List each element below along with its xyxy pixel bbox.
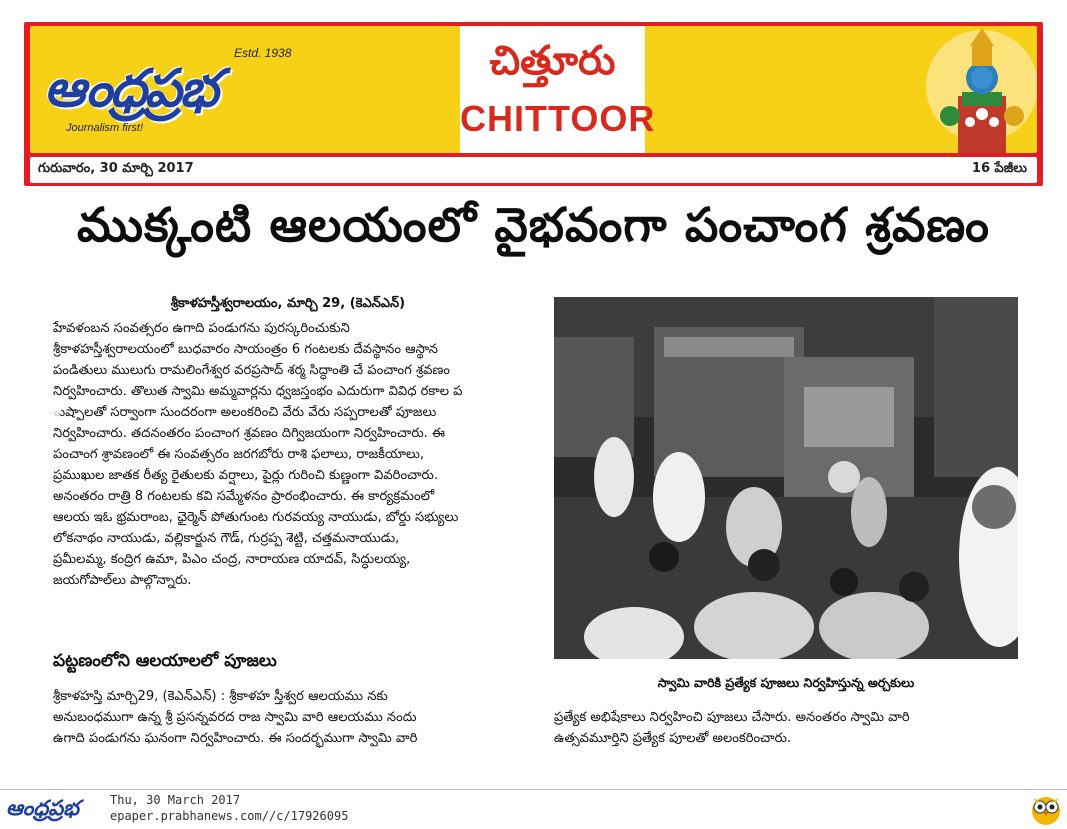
edition-name-english: CHITTOOR	[460, 98, 656, 139]
owl-icon[interactable]	[1030, 792, 1062, 826]
article-headline: ముక్కంటి ఆలయంలో వైభవంగా పంచాంగ శ్రవణం	[76, 198, 991, 253]
text-line: ఉగాది పండుగను ఘనంగా నిర్వహించారు. ఈ సందర్భముగా స్వామి వారి	[53, 731, 418, 746]
article-dateline: శ్రీకాళహస్తీశ్వరాలయం, మార్చి 29, (కెఎన్ఎన్)	[170, 296, 406, 311]
text-line: శ్రీకాళహస్తీశ్వరాలయంలో బుధవారం సాయంత్రం 6 గంటలకు దేవస్థానం ఆస్థాన	[53, 342, 438, 357]
edition-panel	[460, 26, 656, 153]
article-subheading: పట్టణంలోని ఆలయాలలో పూజలు	[53, 651, 277, 671]
issue-date: గురువారం, 30 మార్చి 2017	[38, 161, 194, 176]
text-line: నిర్వహించారు. తొలుత స్వామి అమ్మవార్లను ధ్వజస్తంభం ఎదురుగా వివిధ రకాల ప	[53, 384, 463, 399]
photo-caption: స్వామి వారికి ప్రత్యేక పూజలు నిర్వహిస్తున్న అర్చకులు	[657, 675, 915, 690]
article-paragraph	[53, 686, 523, 749]
tagline: Journalism first!	[66, 122, 144, 134]
text-line: శ్రీకాళహస్తి మార్చి29, (కెఎన్ఎన్) : శ్రీకాళహ స్తీశ్వర ఆలయము నకు	[53, 689, 388, 704]
established-year: Estd. 1938	[234, 46, 292, 60]
footer-url[interactable]: epaper.prabhanews.com//c/17926095	[110, 809, 349, 823]
logo-wordmark: ఆంధ్రప్రభ	[44, 58, 217, 119]
footer-date: Thu, 30 March 2017	[110, 793, 241, 807]
text-line: ప్రమీలమ్మ, కంద్రిగ ఉమా, పిఎం చంద్ర, నారాయణ యాదవ్, సిద్ధులయ్య,	[53, 552, 411, 567]
text-line: ఉత్సవమూర్తిని ప్రత్యేక పూలతో అలంకరించారు.	[554, 731, 792, 746]
text-line: ప్రత్యేక అభిషేకాలు నిర్వహించి పూజలు చేసారు. అనంతరం స్వామి వారి	[554, 710, 910, 725]
edition-name-telugu: చిత్తూరు	[489, 38, 616, 84]
deity-image	[922, 26, 1037, 153]
text-line: ుష్పాలతో సర్వాంగా సుందరంగా అలంకరించి వేరు వేరు సప్పరాలతో పూజలు	[53, 405, 437, 420]
newspaper-logo[interactable]	[44, 44, 314, 144]
text-line: లోకనాథం నాయుడు, వల్లికార్జున గౌడ్, గుర్రప్ప శెట్టి, చత్తమనాయుడు,	[53, 531, 400, 546]
article-paragraph	[554, 707, 1034, 749]
article-body-right	[554, 707, 1034, 749]
masthead-banner	[30, 26, 1037, 153]
text-line: పంచాంగ శ్రావణంలో ఈ సంవత్సరం జరగబోరు రాశి ఫలాలు, రాజకీయాలు,	[53, 447, 425, 462]
article-body-left-second	[53, 686, 523, 749]
temple-ritual-photo[interactable]	[554, 297, 1018, 659]
text-line: ఆలయ ఇఓ భ్రమరాంబ, ఛైర్మెన్ పోతుగుంట గురవయ్య నాయుడు, బోర్డు సభ్యులు	[53, 510, 459, 525]
footer-logo-wordmark: ఆంధ్రప్రభ	[6, 795, 79, 820]
article-body-left	[53, 296, 523, 591]
text-line: జయగోపాల్‌లు పాల్గొన్నారు.	[53, 573, 192, 588]
text-line: హేవళంబన సంవత్సరం ఉగాది పండుగను పురస్కరించుకుని	[53, 321, 350, 336]
text-line: ప్రముఖుల జాతక రీత్య రైతులకు వర్షాలు, పైర్లు గురించి కుణ్ణంగా వివరించారు.	[53, 468, 438, 483]
text-line: పండితులు ములుగు రామలింగేశ్వర వరప్రసాద్ శర్మ సిద్ధాంతి చే పంచాంగ శ్రవణం	[53, 363, 450, 378]
footer-info	[110, 792, 348, 824]
date-bar	[30, 157, 1037, 183]
page-count: 16 పేజీలు	[971, 161, 1027, 176]
text-line: నిర్వహించారు. తదనంతరం పంచాంగ శ్రవణం దిగ్విజయంగా నిర్వహించారు. ఈ	[53, 426, 445, 441]
text-line: అనుబంధముగా ఉన్న శ్రీ ప్రసన్నవరద రాజ స్వామి వారి ఆలయము నందు	[53, 710, 417, 725]
footer-logo[interactable]	[6, 791, 104, 825]
footer-divider	[0, 789, 1067, 790]
text-line: అనంతరం రాత్రి 8 గంటలకు కవి సమ్మేళనం ప్రారంభించారు. ఈ కార్యక్రమంలో	[53, 489, 435, 504]
article-paragraph	[53, 318, 523, 591]
